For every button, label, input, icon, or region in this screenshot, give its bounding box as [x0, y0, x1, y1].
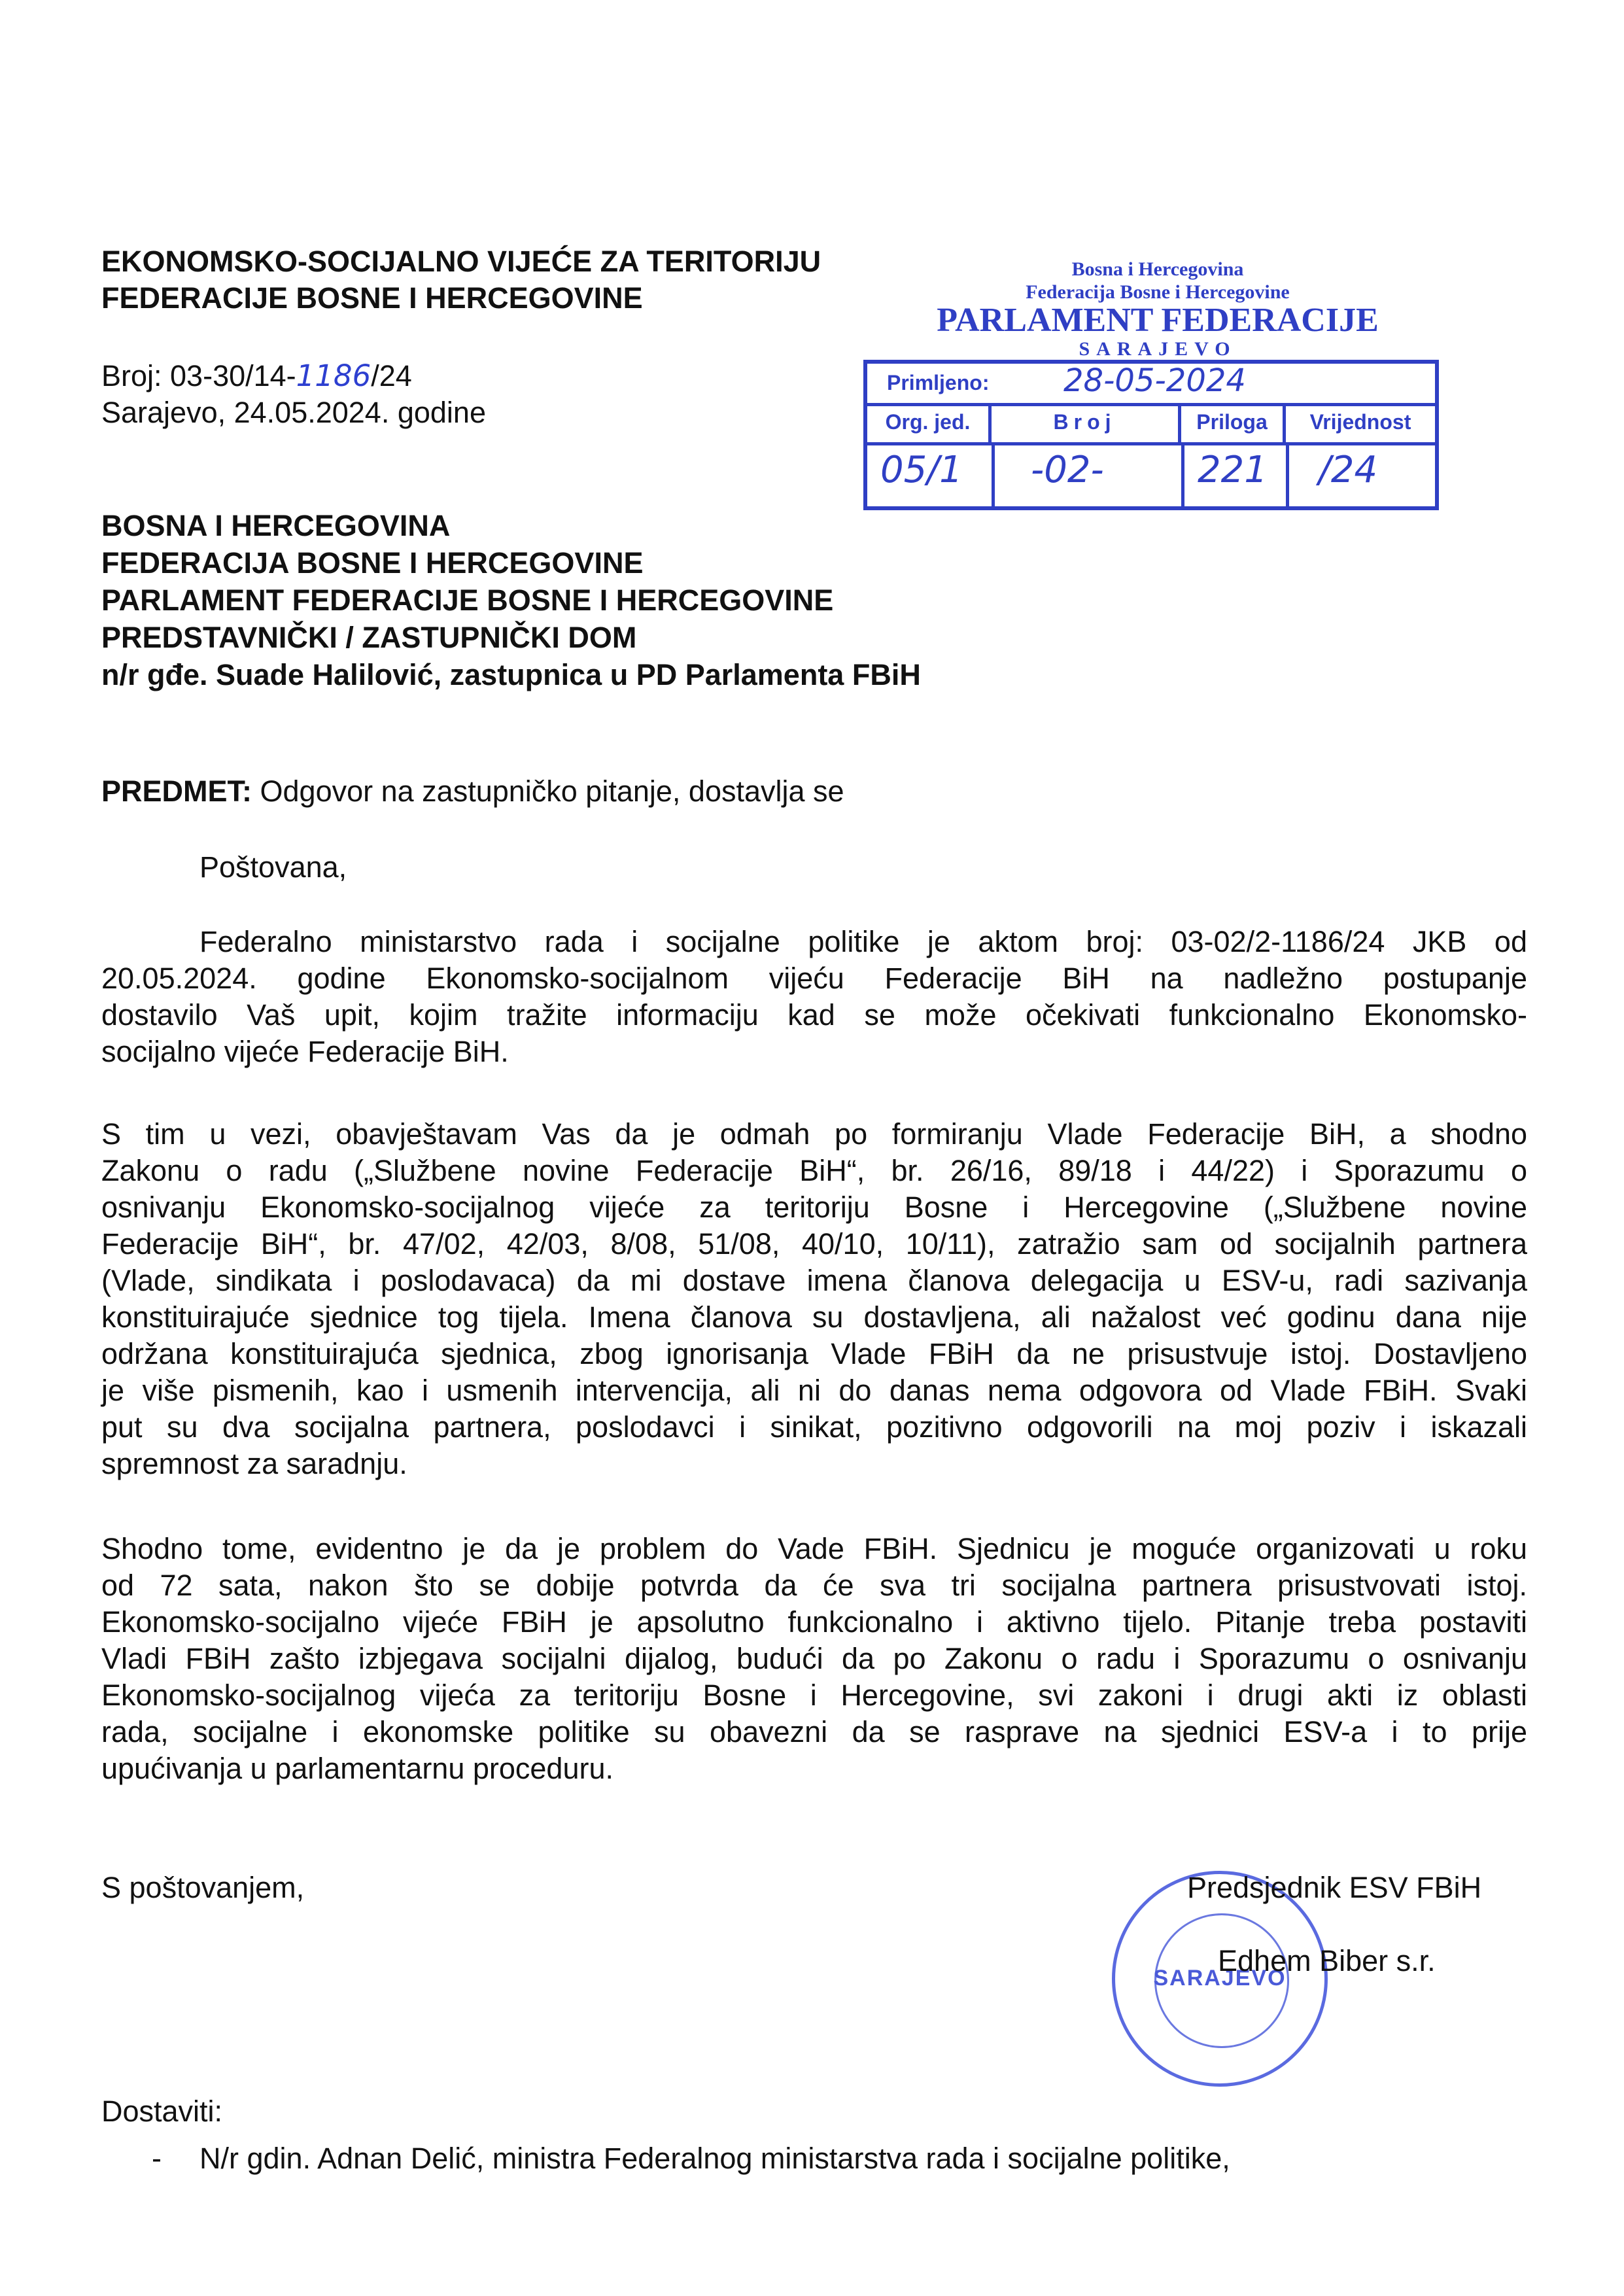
stamp-number-label: Broj	[992, 403, 1181, 442]
distribution-bullet: -	[152, 2142, 162, 2175]
paragraph-1: Federalno ministarstvo rada i socijalne politike je aktom broj: 03-02/2-1186/24 JKB od 20.05.2024. godine Ekonomsko-socijalnom vijeću Federacije BiH na nadležno postupanje dostavilo Vaš upit, kojim tražite informaciju kad se može očekivati funkcionalno Ekonomsko- socijalno vijeće Federacije BiH.	[101, 925, 1527, 1068]
stamp-line-4: SARAJEVO	[1079, 338, 1237, 360]
handwritten-number: 1186	[296, 358, 371, 393]
stamp-box	[863, 360, 1439, 510]
sender-line-1: EKONOMSKO-SOCIJALNO VIJEĆE ZA TERITORIJU	[101, 245, 821, 278]
sender-line-2: FEDERACIJE BOSNE I HERCEGOVINE	[101, 281, 643, 315]
seal-center-text: SARAJEVO	[1153, 1966, 1287, 1991]
recipient-line-1: BOSNA I HERCEGOVINA	[101, 509, 451, 542]
paragraph-3: Shodno tome, evidentno je da je problem do Vade FBiH. Sjednicu je moguće organizovati u roku od 72 sata, nakon što se dobije potvrda da će sva tri socijalna partnera prisustvovati istoj. Ekonomsko-socijalno vijeće FBiH je apsolutno funkcionalno i aktivno tijelo. Pitanje treba postaviti Vladi FBiH zašto izbjegava socijalni dijalog, budući da po Zakonu o radu i Sporazumu o osnivanju Ekonomsko-socijalnog vijeća za teritoriju Bosne i Hercegovine, svi zakoni i drugi akti iz oblasti rada, socijalne i ekonomske politike su obavezni da se rasprave na sjednici ESV-a i to prije upućivanja u parlamentarnu proceduru.	[101, 1532, 1527, 1785]
stamp-line-1: Bosna i Hercegovina	[1071, 258, 1244, 280]
subject-label: PREDMET:	[101, 774, 252, 808]
stamp-number-value: -02-	[1031, 449, 1104, 491]
closing: S poštovanjem,	[101, 1871, 305, 1904]
recipient-line-5: n/r gđe. Suade Halilović, zastupnica u PD Parlamenta FBiH	[101, 658, 921, 691]
reference-number: Broj: 03-30/14-1186/24	[101, 358, 412, 393]
place-date: Sarajevo, 24.05.2024. godine	[101, 396, 486, 429]
signature-title: Predsjednik ESV FBiH	[1187, 1871, 1482, 1904]
recipient-line-2: FEDERACIJA BOSNE I HERCEGOVINE	[101, 546, 644, 580]
recipient-line-3: PARLAMENT FEDERACIJE BOSNE I HERCEGOVINE	[101, 583, 834, 617]
recipient-line-4: PREDSTAVNIČKI / ZASTUPNIČKI DOM	[101, 621, 637, 654]
stamp-line-3: PARLAMENT FEDERACIJE	[937, 302, 1379, 339]
stamp-attachment-value: 221	[1198, 449, 1268, 491]
greeting: Poštovana,	[199, 850, 347, 884]
stamp-attachment-label: Priloga	[1181, 403, 1286, 442]
stamp-org-value: 05/1	[880, 449, 963, 491]
stamp-line-2: Federacija Bosne i Hercegovine	[1026, 281, 1290, 303]
stamp-org-label: Org. jed.	[867, 403, 992, 442]
signature-name: Edhem Biber s.r.	[1218, 1944, 1436, 1977]
subject-text: Odgovor na zastupničko pitanje, dostavlja se	[252, 774, 844, 808]
distribution-label: Dostaviti:	[101, 2095, 223, 2128]
stamp-received-date: 28-05-2024	[1063, 362, 1246, 399]
stamp-value-label: Vrijednost	[1309, 410, 1411, 434]
distribution-item-1: N/r gdin. Adnan Delić, ministra Federalnog ministarstva rada i socijalne politike,	[199, 2142, 1230, 2175]
stamp-received-label: Primljeno:	[887, 371, 990, 394]
subject	[101, 773, 844, 810]
parliament-stamp	[863, 258, 1452, 533]
stamp-value-value: /24	[1319, 449, 1378, 491]
paragraph-2: S tim u vezi, obavještavam Vas da je odmah po formiranju Vlade Federacije BiH, a shodno Zakonu o radu („Službene novine Federacije BiH“, br. 26/16, 89/18 i 44/22) i Sporazumu o osnivanju Ekonomsko-socijalnog vijeće za teritoriju Bosne i Hercegovine („Službene novine Federacije BiH“, br. 47/02, 42/03, 8/08, 51/08, 40/10, 10/11), zatražio sam od socijalnih partnera (Vlade, sindikata i poslodavaca) da mi dostave imena članova delegacija u ESV-u, radi sazivanja konstituirajuće sjednice tog tijela. Imena članova su dostavljena, ali nažalost već godinu dana nije održana konstituirajuća sjednica, zbog ignorisanja Vlade FBiH da ne prisustvuje istoj. Dostavljeno je više pismenih, kao i usmenih intervencija, ali ni do danas nema odgovora od Vlade FBiH. Svaki put su dva socijalna partnera, poslodavci i sinikat, pozitivno odgovorili na moj poziv i iskazali spremnost za saradnju.	[101, 1117, 1527, 1480]
